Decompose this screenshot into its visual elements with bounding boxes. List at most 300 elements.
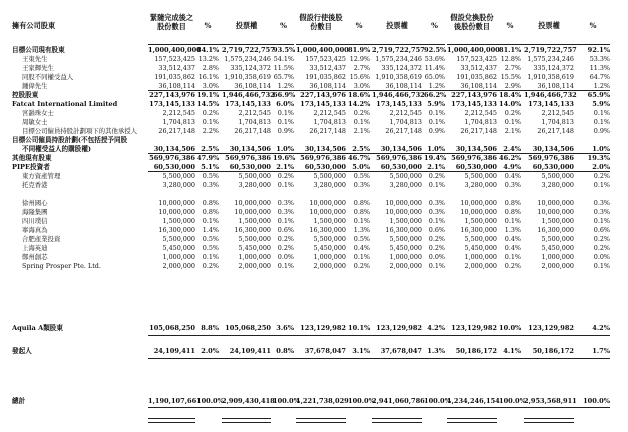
cell-shares: 10,000,000	[309, 199, 346, 207]
cell-shares: 1,704,813	[464, 118, 497, 126]
cell-shares: 2,000,000	[541, 262, 574, 270]
cell-percent: 14.5%	[197, 100, 220, 108]
cell-percent: 2.2%	[202, 127, 219, 135]
cell-percent: 0.3%	[277, 199, 294, 207]
row-label: 王東先生	[22, 55, 48, 63]
cell-shares: 105,068,250	[149, 324, 195, 332]
cell-percent: 0.5%	[202, 172, 219, 180]
cell-percent: 5.9%	[427, 100, 445, 108]
cell-shares: 1,704,813	[238, 118, 271, 126]
cell-shares: 2,212,545	[238, 109, 271, 117]
cell-shares: 24,109,411	[229, 347, 271, 355]
cell-percent: 0.4%	[504, 244, 521, 252]
total-underline	[372, 418, 422, 423]
cell-percent: 19.1%	[197, 91, 220, 99]
cell-percent: 15.5%	[500, 73, 521, 81]
cell-shares: 173,145,133	[376, 100, 422, 108]
cell-shares: 16,300,000	[309, 226, 346, 234]
cell-percent: 0.5%	[353, 235, 370, 243]
table-row	[0, 253, 628, 262]
cell-percent: 0.1%	[428, 109, 445, 117]
cell-percent: 1.0%	[427, 145, 445, 153]
subtotal-rule	[148, 153, 610, 154]
header-pct-3: %	[355, 21, 363, 30]
cell-shares: 3,280,000	[313, 181, 346, 189]
cell-percent: 0.2%	[277, 244, 294, 252]
cell-shares: 191,035,862	[154, 73, 195, 81]
table-row	[0, 324, 628, 333]
cell-percent: 0.8%	[202, 199, 219, 207]
cell-percent: 0.4%	[353, 244, 370, 252]
cell-percent: 0.1%	[353, 118, 370, 126]
cell-shares: 2,000,000	[464, 262, 497, 270]
cell-shares: 30,134,506	[229, 145, 271, 153]
cell-percent: 3.6%	[276, 324, 294, 332]
cell-percent: 8.8%	[201, 324, 219, 332]
cell-percent: 13.2%	[198, 55, 219, 63]
table-row	[0, 118, 628, 127]
cell-percent: 0.1%	[504, 118, 521, 126]
cell-shares: 10,000,000	[385, 199, 422, 207]
cell-percent: 0.2%	[202, 109, 219, 117]
cell-shares: 33,512,437	[460, 64, 497, 72]
cell-percent: 0.4%	[504, 172, 521, 180]
cell-percent: 0.3%	[593, 208, 610, 216]
cell-shares: 191,035,862	[456, 73, 497, 81]
row-label: Fatcat International Limited	[12, 100, 118, 108]
table-header	[0, 10, 628, 44]
cell-percent: 0.1%	[504, 253, 521, 261]
cell-shares: 1,910,358,619	[527, 73, 574, 81]
table-row	[0, 127, 628, 136]
cell-shares: 36,108,114	[537, 82, 574, 90]
row-label: 托克香港	[22, 181, 48, 189]
cell-percent: 64.7%	[589, 73, 610, 81]
cell-percent: 0.1%	[428, 181, 445, 189]
cell-shares: 5,500,000	[464, 172, 497, 180]
cell-shares: 10,000,000	[158, 208, 195, 216]
cell-percent: 100.0%	[273, 397, 300, 405]
cell-shares: 5,500,000	[541, 235, 574, 243]
cell-percent: 6.0%	[276, 100, 294, 108]
total-rule	[148, 407, 610, 408]
cell-shares: 173,145,133	[451, 100, 497, 108]
cell-shares: 60,530,000	[229, 163, 271, 171]
row-label: 海隆集團	[22, 208, 48, 216]
cell-percent: 81.9%	[348, 46, 371, 54]
cell-percent: 2.9%	[504, 82, 521, 90]
cell-percent: 0.8%	[202, 208, 219, 216]
cell-shares: 1,190,107,661	[148, 397, 201, 405]
cell-shares: 5,500,000	[238, 235, 271, 243]
total-underline	[148, 418, 195, 423]
cell-shares: 24,109,411	[153, 347, 195, 355]
cell-percent: 1.7%	[592, 347, 610, 355]
cell-shares: 1,910,358,619	[375, 73, 422, 81]
cell-shares: 10,000,000	[537, 199, 574, 207]
cell-percent: 0.0%	[428, 253, 445, 261]
cell-percent: 15.6%	[349, 73, 370, 81]
cell-shares: 30,134,506	[532, 145, 574, 153]
cell-percent: 0.3%	[353, 181, 370, 189]
cell-percent: 0.8%	[276, 347, 294, 355]
cell-shares: 10,000,000	[158, 199, 195, 207]
cell-shares: 2,909,430,418	[222, 397, 275, 405]
row-label: 王家輝先生	[22, 64, 54, 72]
cell-shares: 157,523,425	[154, 55, 195, 63]
table-row	[0, 46, 628, 55]
cell-percent: 11.3%	[589, 64, 610, 72]
cell-shares: 5,500,000	[162, 172, 195, 180]
table-row	[0, 91, 628, 100]
row-label: 目標公司現有股東	[12, 46, 65, 54]
cell-shares: 1,000,000	[238, 253, 271, 261]
subtotal-rule	[148, 358, 610, 359]
cell-shares: 1,910,358,619	[224, 73, 271, 81]
cell-shares: 1,000,400,000	[148, 46, 201, 54]
cell-shares: 1,000,000	[389, 253, 422, 261]
header-votes-1: 投票權	[235, 21, 258, 30]
table-row	[0, 73, 628, 82]
cell-percent: 18.4%	[499, 91, 522, 99]
cell-percent: 1.2%	[593, 82, 610, 90]
cell-shares: 26,217,148	[537, 127, 574, 135]
subtotal-rule	[148, 171, 610, 172]
cell-shares: 335,124,372	[381, 64, 422, 72]
row-label: 鍾偉先生	[22, 82, 48, 90]
cell-percent: 0.1%	[593, 118, 610, 126]
cell-shares: 1,234,246,154	[447, 397, 500, 405]
cell-shares: 5,500,000	[389, 172, 422, 180]
cell-percent: 100.0%	[499, 397, 526, 405]
cell-shares: 26,217,148	[385, 127, 422, 135]
row-label: 上海英迪	[22, 244, 48, 252]
cell-percent: 0.3%	[593, 199, 610, 207]
cell-shares: 36,108,114	[309, 82, 346, 90]
row-label: 寧海真為	[22, 226, 48, 234]
cell-percent: 0.1%	[593, 217, 610, 225]
cell-percent: 2.5%	[201, 145, 219, 153]
table-row	[0, 64, 628, 73]
cell-shares: 123,129,982	[376, 324, 422, 332]
cell-percent: 3.1%	[352, 347, 370, 355]
cell-percent: 0.5%	[202, 235, 219, 243]
cell-percent: 65.7%	[273, 73, 294, 81]
table-row	[0, 181, 628, 190]
cell-shares: 3,280,000	[389, 181, 422, 189]
cell-percent: 92.1%	[587, 46, 610, 54]
cell-percent: 1.3%	[427, 347, 445, 355]
cell-percent: 2.0%	[592, 163, 610, 171]
cell-shares: 1,000,000	[313, 253, 346, 261]
cell-percent: 0.6%	[593, 226, 610, 234]
cell-shares: 1,500,000	[389, 217, 422, 225]
cell-shares: 5,450,000	[313, 244, 346, 252]
cell-percent: 0.5%	[353, 172, 370, 180]
cell-percent: 14.2%	[348, 100, 371, 108]
cell-percent: 0.1%	[202, 118, 219, 126]
cell-percent: 0.0%	[593, 253, 610, 261]
subtotal-rule	[148, 90, 610, 91]
table-row	[0, 208, 628, 217]
cell-percent: 1.0%	[276, 145, 294, 153]
row-label: 目標公司僱員持股計劃(不包括授予同股	[12, 136, 128, 144]
cell-shares: 37,678,047	[380, 347, 422, 355]
table-row	[0, 262, 628, 271]
row-label: Spring Prosper Pte. Ltd.	[22, 262, 101, 270]
cell-shares: 1,500,000	[464, 217, 497, 225]
cell-percent: 10.1%	[348, 324, 371, 332]
row-label: 徐州國心	[22, 199, 48, 207]
cell-percent: 3.0%	[353, 82, 370, 90]
cell-percent: 46.7%	[348, 154, 371, 162]
cell-percent: 53.3%	[589, 55, 610, 63]
cell-percent: 0.1%	[277, 262, 294, 270]
cell-shares: 1,000,400,000	[296, 46, 349, 54]
cell-percent: 1.4%	[202, 226, 219, 234]
cell-shares: 2,719,722,757	[524, 46, 577, 54]
cell-percent: 1.3%	[504, 226, 521, 234]
table-row	[0, 154, 628, 163]
cell-percent: 2.7%	[353, 64, 370, 72]
table-row	[0, 109, 628, 118]
cell-shares: 10,000,000	[460, 208, 497, 216]
cell-shares: 2,941,060,786	[372, 397, 425, 405]
cell-percent: 0.3%	[428, 199, 445, 207]
cell-percent: 47.9%	[197, 154, 220, 162]
cell-shares: 30,134,506	[380, 145, 422, 153]
row-label: 合肥產業投資	[22, 235, 61, 243]
cell-percent: 5.0%	[352, 163, 370, 171]
cell-shares: 16,300,000	[385, 226, 422, 234]
cell-shares: 123,129,982	[300, 324, 346, 332]
cell-percent: 2.0%	[201, 347, 219, 355]
table-row	[0, 347, 628, 356]
cell-percent: 5.9%	[592, 100, 610, 108]
cell-percent: 0.9%	[428, 127, 445, 135]
cell-shares: 16,300,000	[537, 226, 574, 234]
total-underline	[524, 418, 574, 423]
cell-shares: 2,212,545	[541, 109, 574, 117]
cell-shares: 1,704,813	[541, 118, 574, 126]
cell-shares: 26,217,148	[234, 127, 271, 135]
cell-shares: 3,280,000	[541, 181, 574, 189]
cell-shares: 2,212,545	[162, 109, 195, 117]
header-pct-5: %	[506, 21, 514, 30]
cell-percent: 1.0%	[592, 145, 610, 153]
cell-percent: 0.2%	[428, 172, 445, 180]
cell-shares: 10,000,000	[460, 199, 497, 207]
header-holder: 擁有公司股東	[12, 21, 56, 30]
cell-percent: 0.1%	[593, 109, 610, 117]
cell-shares: 5,500,000	[389, 235, 422, 243]
cell-percent: 0.8%	[504, 208, 521, 216]
cell-shares: 60,530,000	[304, 163, 346, 171]
cell-percent: 0.2%	[277, 235, 294, 243]
cell-shares: 60,530,000	[532, 163, 574, 171]
row-label: 發起人	[12, 347, 32, 355]
header-pct-6: %	[589, 21, 597, 30]
cell-percent: 12.9%	[349, 55, 370, 63]
cell-percent: 100.0%	[583, 397, 610, 405]
cell-shares: 5,450,000	[541, 244, 574, 252]
cell-shares: 10,000,000	[537, 208, 574, 216]
cell-shares: 33,512,437	[158, 64, 195, 72]
cell-shares: 16,300,000	[158, 226, 195, 234]
table-row	[0, 217, 628, 226]
table-row	[0, 136, 628, 145]
cell-percent: 0.1%	[277, 181, 294, 189]
table-row	[0, 100, 628, 109]
cell-shares: 60,530,000	[380, 163, 422, 171]
cell-percent: 4.2%	[427, 324, 445, 332]
cell-percent: 0.1%	[277, 109, 294, 117]
cell-percent: 0.1%	[202, 217, 219, 225]
cell-percent: 1.2%	[428, 82, 445, 90]
cell-percent: 11.4%	[424, 64, 445, 72]
cell-shares: 60,530,000	[455, 163, 497, 171]
header-pct-1: %	[204, 21, 212, 30]
cell-shares: 105,068,250	[225, 324, 271, 332]
header-shares-conversion: 假設兌換股份後股份數目	[450, 13, 494, 31]
cell-percent: 0.0%	[277, 253, 294, 261]
cell-percent: 0.2%	[593, 244, 610, 252]
cell-shares: 2,719,722,757	[372, 46, 425, 54]
cell-shares: 1,500,000	[541, 217, 574, 225]
cell-percent: 0.1%	[428, 262, 445, 270]
header-shares-completion: 緊隨完成後之股份數目	[149, 13, 194, 31]
cell-percent: 1.3%	[353, 226, 370, 234]
cell-percent: 0.1%	[202, 253, 219, 261]
cell-percent: 18.6%	[348, 91, 371, 99]
cell-percent: 0.2%	[353, 262, 370, 270]
cell-percent: 2.1%	[353, 127, 370, 135]
table-row	[0, 235, 628, 244]
cell-percent: 1.2%	[277, 82, 294, 90]
cell-shares: 5,450,000	[389, 244, 422, 252]
cell-shares: 5,500,000	[464, 235, 497, 243]
cell-percent: 10.0%	[499, 324, 522, 332]
header-shares-exercise: 假設行使後股份數目	[299, 13, 343, 31]
cell-shares: 1,000,400,000	[447, 46, 500, 54]
cell-percent: 100.0%	[348, 397, 375, 405]
cell-shares: 569,976,386	[451, 154, 497, 162]
cell-shares: 36,108,114	[460, 82, 497, 90]
row-label: 不同權受益人的購股權)	[22, 145, 92, 153]
cell-percent: 2.4%	[503, 145, 521, 153]
cell-shares: 3,280,000	[162, 181, 195, 189]
cell-shares: 26,217,148	[309, 127, 346, 135]
table-row	[0, 190, 628, 199]
cell-shares: 1,704,813	[389, 118, 422, 126]
cell-shares: 2,000,000	[389, 262, 422, 270]
table-row	[0, 244, 628, 253]
cell-percent: 0.1%	[428, 118, 445, 126]
row-label: 同股不同權受益人	[22, 73, 74, 81]
total-underline	[222, 418, 271, 423]
cell-percent: 3.0%	[202, 82, 219, 90]
subtotal-rule	[148, 335, 610, 336]
cell-shares: 2,719,722,757	[222, 46, 275, 54]
cell-percent: 0.1%	[277, 217, 294, 225]
header-votes-3: 投票權	[538, 21, 560, 30]
cell-percent: 84.1%	[197, 46, 220, 54]
cell-shares: 30,134,506	[455, 145, 497, 153]
cell-shares: 2,212,545	[389, 109, 422, 117]
cell-shares: 569,976,386	[149, 154, 195, 162]
row-label: 控股股東	[12, 91, 39, 99]
cell-shares: 2,953,568,911	[524, 397, 577, 405]
cell-percent: 5.1%	[201, 163, 219, 171]
cell-shares: 1,000,000	[464, 253, 497, 261]
cell-shares: 36,108,114	[234, 82, 271, 90]
cell-percent: 0.2%	[353, 109, 370, 117]
cell-percent: 19.4%	[424, 154, 447, 162]
cell-shares: 26,217,148	[460, 127, 497, 135]
cell-percent: 100.0%	[424, 397, 451, 405]
cell-shares: 173,145,133	[149, 100, 195, 108]
cell-shares: 26,217,148	[158, 127, 195, 135]
cell-percent: 0.2%	[504, 109, 521, 117]
cell-percent: 19.6%	[273, 154, 296, 162]
cell-shares: 2,000,000	[238, 262, 271, 270]
cell-shares: 16,300,000	[460, 226, 497, 234]
cell-shares: 191,035,862	[305, 73, 346, 81]
cell-percent: 14.0%	[499, 100, 522, 108]
cell-shares: 1,575,234,246	[375, 55, 422, 63]
cell-shares: 36,108,114	[158, 82, 195, 90]
table-row	[0, 199, 628, 208]
cell-percent: 0.9%	[277, 127, 294, 135]
row-label: Aquila A類股東	[12, 324, 63, 332]
header-rule-2	[296, 44, 445, 45]
cell-percent: 0.1%	[277, 118, 294, 126]
cell-percent: 2.1%	[276, 163, 294, 171]
cell-percent: 2.8%	[202, 64, 219, 72]
row-label: 總計	[12, 397, 26, 405]
header-votes-2: 投票權	[386, 21, 408, 30]
cell-shares: 5,450,000	[162, 244, 195, 252]
cell-shares: 37,678,047	[304, 347, 346, 355]
cell-shares: 5,500,000	[313, 235, 346, 243]
cell-shares: 30,134,506	[304, 145, 346, 153]
cell-percent: 0.1%	[593, 181, 610, 189]
cell-percent: 81.1%	[499, 46, 522, 54]
table-row	[0, 55, 628, 64]
header-rule-3	[447, 44, 610, 45]
cell-percent: 0.8%	[353, 208, 370, 216]
cell-percent: 2.5%	[352, 145, 370, 153]
cell-shares: 5,450,000	[464, 244, 497, 252]
table-row	[0, 172, 628, 181]
cell-shares: 173,145,133	[528, 100, 574, 108]
cell-percent: 53.6%	[424, 55, 445, 63]
cell-percent: 65.9%	[587, 91, 610, 99]
cell-shares: 173,145,133	[225, 100, 271, 108]
cell-percent: 4.1%	[503, 347, 521, 355]
cell-percent: 0.1%	[593, 262, 610, 270]
cell-shares: 16,300,000	[234, 226, 271, 234]
header-rule-1	[148, 44, 294, 45]
cell-percent: 0.2%	[277, 172, 294, 180]
cell-shares: 569,976,386	[528, 154, 574, 162]
cell-percent: 0.1%	[428, 217, 445, 225]
cell-shares: 227,143,976	[300, 91, 346, 99]
cell-shares: 1,221,738,029	[296, 397, 349, 405]
cell-shares: 569,976,386	[300, 154, 346, 162]
cell-percent: 0.6%	[277, 226, 294, 234]
cell-percent: 19.3%	[587, 154, 610, 162]
